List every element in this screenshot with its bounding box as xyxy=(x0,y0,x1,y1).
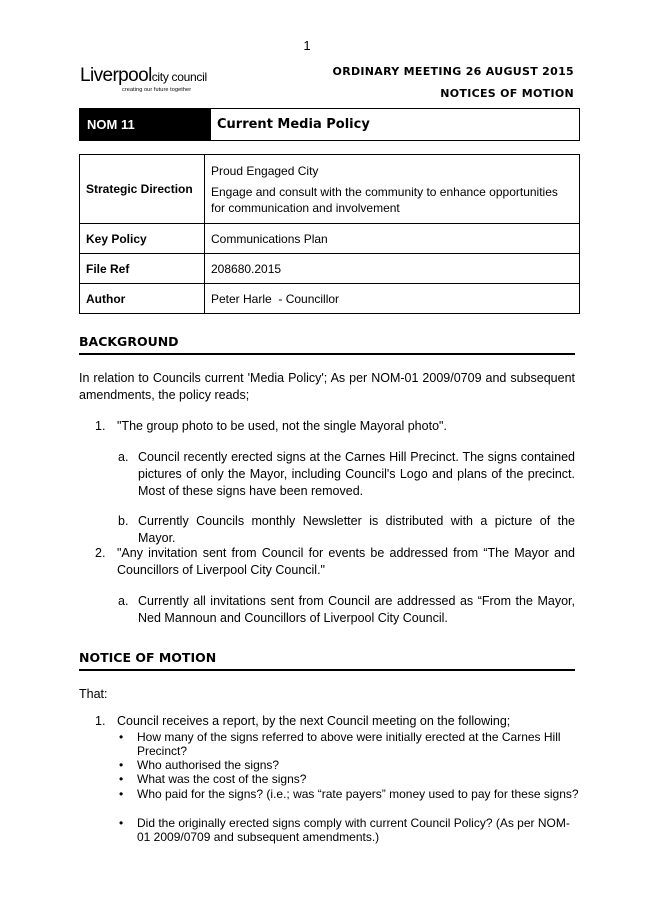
background-item-1 xyxy=(95,418,575,435)
motion-item-1 xyxy=(95,713,575,730)
meta-table xyxy=(79,154,580,314)
background-item-2a xyxy=(118,593,575,627)
strategic-direction-value xyxy=(205,155,580,224)
background-heading: BACKGROUND xyxy=(79,334,575,355)
logo-tagline: creating our future together xyxy=(122,87,192,93)
item-number: 1. xyxy=(95,714,106,728)
strategic-direction-label: Strategic Direction xyxy=(80,155,205,224)
meta-row-file-ref xyxy=(80,254,580,284)
motion-bullet: • Did the originally erected signs comply with current Council Policy? (As per NOM-01 2009/0709 and subsequent amendments.) xyxy=(119,816,570,844)
author-label: Author xyxy=(80,284,205,314)
logo-main-text: Liverpool xyxy=(80,65,152,86)
background-intro: In relation to Councils current 'Media Policy'; As per NOM-01 2009/0709 and subsequent amendments, the policy reads; xyxy=(79,371,575,402)
background-item-1b xyxy=(118,513,575,547)
file-ref-value: 208680.2015 xyxy=(205,254,580,284)
key-policy-label: Key Policy xyxy=(80,224,205,254)
item-text: Council receives a report, by the next Council meeting on the following; xyxy=(117,714,511,728)
sub-item-letter: a. xyxy=(118,450,129,464)
strategic-direction-line2: Engage and consult with the community to enhance opportunities for communication and involvement xyxy=(211,184,558,215)
file-ref-label: File Ref xyxy=(80,254,205,284)
background-item-1a xyxy=(118,449,575,500)
meeting-title: ORDINARY MEETING 26 AUGUST 2015 xyxy=(332,65,574,78)
council-logo xyxy=(80,66,207,93)
background-item-2 xyxy=(95,545,575,579)
meta-row-key-policy xyxy=(80,224,580,254)
motion-heading: NOTICE OF MOTION xyxy=(79,650,575,671)
page-header xyxy=(333,61,574,105)
motion-bullet: • Who paid for the signs? (i.e.; was “rate payers” money used to pay for these signs? xyxy=(119,787,579,801)
strategic-direction-line1: Proud Engaged City xyxy=(211,163,319,178)
motion-intro: That: xyxy=(79,687,108,701)
sub-item-letter: a. xyxy=(118,594,129,608)
sub-item-text: Council recently erected signs at the Carnes Hill Precinct. The signs contained pictures of only the Mayor, including Council's Logo and plans of the precinct. Most of these signs have been removed. xyxy=(138,450,575,498)
logo-suffix-text: city council xyxy=(151,70,207,84)
sub-item-text: Currently all invitations sent from Council are addressed as “From the Mayor, Ned Mannoun and Councillors of Liverpool City Council. xyxy=(138,594,575,625)
author-value: Peter Harle - Councillor xyxy=(205,284,580,314)
meta-row-strategic-direction xyxy=(80,155,580,224)
item-text: "Any invitation sent from Council for events be addressed from “The Mayor and Councillors of Liverpool City Council." xyxy=(117,546,575,577)
nom-title-box xyxy=(79,108,580,141)
nom-id: NOM 11 xyxy=(80,109,211,140)
item-text: "The group photo to be used, not the single Mayoral photo". xyxy=(117,419,447,433)
item-number: 2. xyxy=(95,546,106,560)
item-number: 1. xyxy=(95,419,106,433)
page-number: 1 xyxy=(303,38,311,53)
motion-bullet: • Who authorised the signs? xyxy=(119,758,280,772)
section-title: NOTICES OF MOTION xyxy=(440,87,574,100)
motion-bullet: • How many of the signs referred to above were initially erected at the Carnes Hill Precinct? xyxy=(119,730,561,758)
sub-item-letter: b. xyxy=(118,514,129,528)
motion-bullet: • What was the cost of the signs? xyxy=(119,772,307,786)
meta-row-author xyxy=(80,284,580,314)
nom-title: Current Media Policy xyxy=(217,117,370,132)
key-policy-value: Communications Plan xyxy=(205,224,580,254)
sub-item-text: Currently Councils monthly Newsletter is distributed with a picture of the Mayor. xyxy=(138,514,575,545)
